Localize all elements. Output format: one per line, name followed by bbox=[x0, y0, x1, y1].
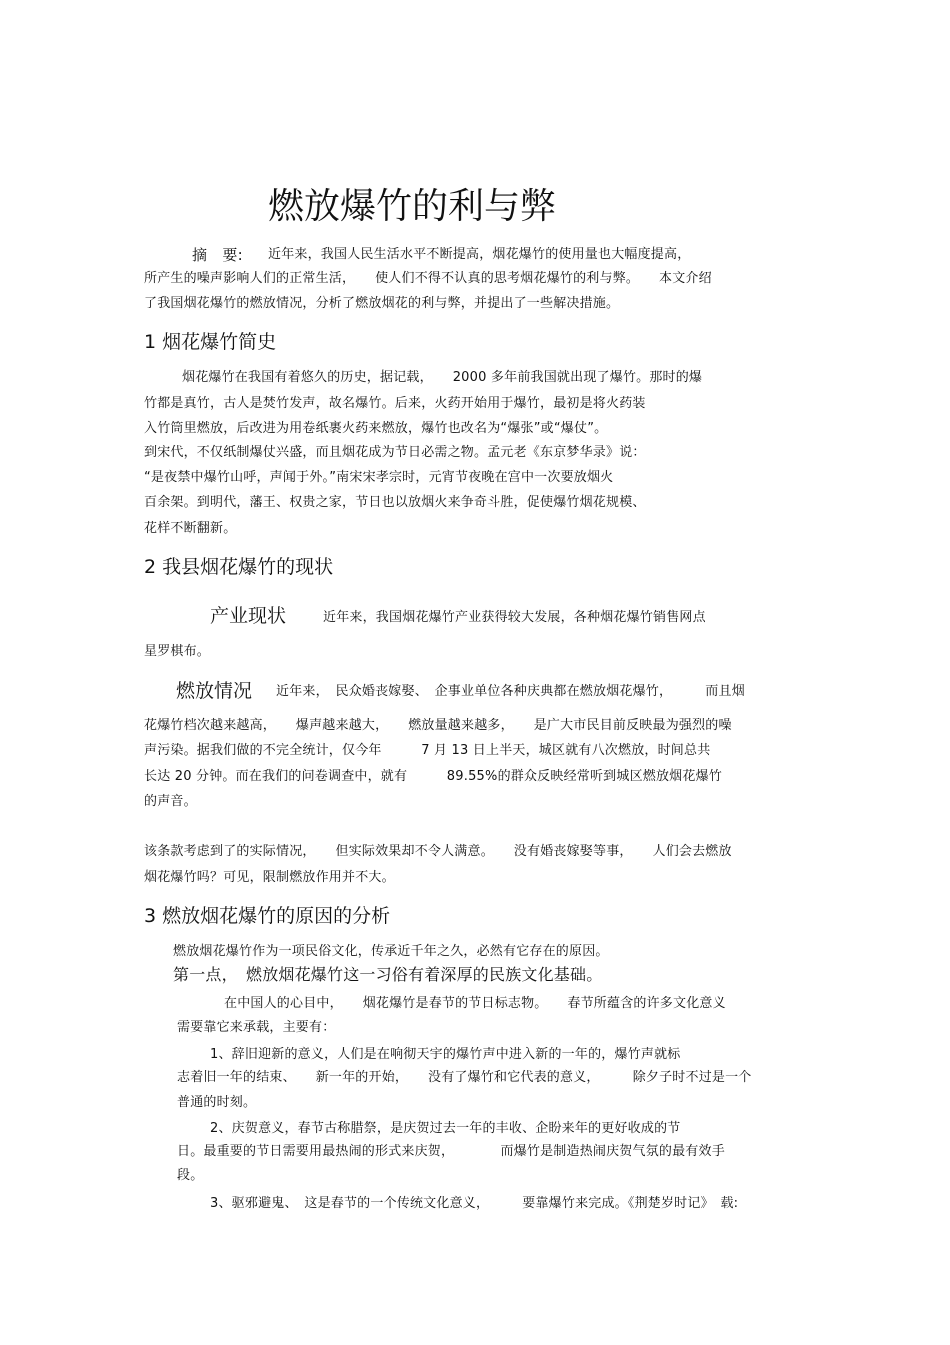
abstract-line: 了我国烟花爆竹的燃放情况，分析了燃放烟花的利与弊，并提出了一些解决措施。 bbox=[144, 296, 620, 311]
paragraph-line: 长达 20 分钟。而在我们的问卷调查中，就有 89.55%的群众反映经常听到城区燃放烟花爆竹 bbox=[144, 769, 722, 784]
paragraph-line: 烟花爆竹吗？可见，限制燃放作用并不大。 bbox=[144, 870, 395, 885]
paragraph-line: 入竹筒里燃放，后改进为用卷纸裹火药来燃放，爆竹也改名为“爆张”或“爆仗”。 bbox=[144, 421, 608, 436]
paragraph-line: 竹都是真竹，古人是焚竹发声，故名爆竹。后来，火药开始用于爆竹，最初是将火药装 bbox=[144, 396, 646, 411]
section-heading: 1 烟花爆竹简史 bbox=[144, 331, 277, 353]
paragraph-line: 百余架。到明代，藩王、权贵之家，节日也以放烟火来争奇斗胜，促使爆竹烟花规模、 bbox=[144, 495, 646, 510]
point-heading: 第一点， 燃放烟花爆竹这一习俗有着深厚的民族文化基础。 bbox=[173, 965, 603, 984]
list-item-line: 志着旧一年的结束、 新一年的开始， 没有了爆竹和它代表的意义， 除夕子时不过是一个 bbox=[177, 1070, 752, 1085]
paragraph-line: 星罗棋布。 bbox=[144, 644, 211, 659]
paragraph-line: 烟花爆竹在我国有着悠久的历史，据记载， 2000 多年前我国就出现了爆竹。那时的爆 bbox=[182, 370, 703, 385]
section-heading: 2 我县烟花爆竹的现状 bbox=[144, 556, 334, 578]
paragraph-line: 到宋代，不仅纸制爆仗兴盛，而且烟花成为节日必需之物。孟元老《东京梦华录》说： bbox=[144, 445, 646, 460]
paragraph-line: 燃放烟花爆竹作为一项民俗文化，传承近千年之久，必然有它存在的原因。 bbox=[173, 944, 609, 959]
paragraph-line: 花样不断翻新。 bbox=[144, 521, 237, 536]
paragraph-line: 该条款考虑到了的实际情况， 但实际效果却不令人满意。 没有婚丧嫁娶等事， 人们会去燃放 bbox=[144, 844, 732, 859]
list-item-line: 3、驱邪避鬼、 这是春节的一个传统文化意义， 要靠爆竹来完成。《荆楚岁时记》 载: bbox=[210, 1196, 739, 1211]
paragraph-line: 的声音。 bbox=[144, 794, 197, 809]
list-item-line: 2、庆贺意义，春节古称腊祭，是庆贺过去一年的丰收、企盼来年的更好收成的节 bbox=[210, 1121, 681, 1136]
paragraph-line: 在中国人的心目中， 烟花爆竹是春节的节日标志物。 春节所蕴含的许多文化意义 bbox=[224, 996, 726, 1011]
paragraph-line: 需要靠它来承载，主要有： bbox=[177, 1020, 336, 1035]
abstract-line: 近年来，我国人民生活水平不断提高，烟花爆竹的使用量也大幅度提高， bbox=[268, 247, 691, 262]
abstract-line: 所产生的噪声影响人们的正常生活， 使人们不得不认真的思考烟花爆竹的利与弊。 本文介绍 bbox=[144, 271, 712, 286]
subheading-burning: 燃放情况 bbox=[176, 680, 253, 702]
paragraph-line: 花爆竹档次越来越高， 爆声越来越大， 燃放量越来越多， 是广大市民目前反映最为强烈的噪 bbox=[144, 718, 732, 733]
subheading-industry: 产业现状 bbox=[210, 605, 287, 627]
abstract-label: 摘 要: bbox=[192, 246, 243, 264]
paragraph-line: 近年来， 民众婚丧嫁娶、 企事业单位各种庆典都在燃放烟花爆竹， 而且烟 bbox=[276, 684, 745, 699]
paragraph-line: 声污染。据我们做的不完全统计，仅今年 7 月 13 日上半天，城区就有八次燃放，时间总共 bbox=[144, 743, 711, 758]
section-heading: 3 燃放烟花爆竹的原因的分析 bbox=[144, 905, 391, 927]
list-item-line: 日。最重要的节日需要用最热闹的形式来庆贺， 而爆竹是制造热闹庆贺气氛的最有效手 bbox=[177, 1144, 725, 1159]
list-item-line: 普通的时刻。 bbox=[177, 1095, 257, 1110]
paragraph-line: 近年来，我国烟花爆竹产业获得较大发展，各种烟花爆竹销售网点 bbox=[323, 610, 706, 625]
document-title: 燃放爆竹的利与弊 bbox=[268, 186, 557, 227]
list-item-line: 段。 bbox=[177, 1168, 204, 1183]
paragraph-line: “是夜禁中爆竹山呼，声闻于外。”南宋宋孝宗时，元宵节夜晚在宫中一次要放烟火 bbox=[144, 470, 614, 485]
list-item-line: 1、辞旧迎新的意义，人们是在响彻天宇的爆竹声中进入新的一年的，爆竹声就标 bbox=[210, 1047, 681, 1062]
